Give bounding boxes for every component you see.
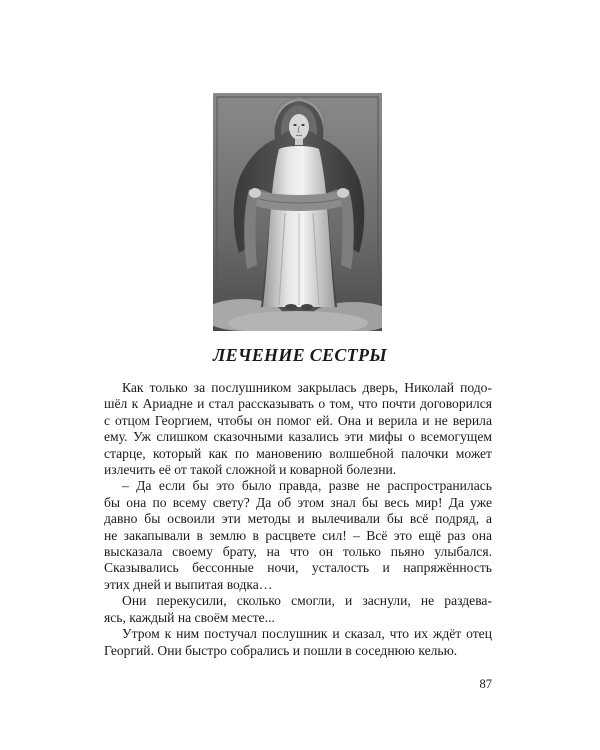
text-line: бы она по всему свету? Да об этом знал бы весь мир! Да уже (104, 494, 492, 510)
text-line: не закапывали в землю в расцвете сил! – Всё это ещё раз она (104, 527, 492, 543)
text-line: излечить её от такой сложной и коварной болезни. (104, 462, 397, 478)
body-text (104, 380, 492, 659)
icon-illustration (213, 93, 382, 331)
text-line: Они перекусили, сколько смогли, и заснули, не раздева- (122, 593, 492, 609)
chapter-title: ЛЕЧЕНИЕ СЕСТРЫ (213, 345, 387, 365)
icon-illustration-drawing (213, 93, 382, 331)
text-line: ему. Уж слишком сказочными казались эти мифы о всемогущем (104, 429, 492, 445)
page-number: 87 (479, 677, 492, 691)
text-line: шёл к Ариадне и стал рассказывать о том, что почти договорился (104, 396, 492, 412)
text-line: – Да если бы это было правда, разве не распространилась (122, 478, 492, 494)
text-line: ясь, каждый на своём месте... (104, 609, 275, 625)
text-line: Сказывались бессонные ночи, усталость и напряжённость (104, 560, 492, 576)
text-line: Как только за послушником закрылась дверь, Николай подо- (122, 380, 492, 395)
text-line: с отцом Георгием, чтобы он помог ей. Она и верила и не верила (104, 412, 492, 428)
text-line: этих дней и выпитая водка… (104, 576, 273, 592)
text-line: Георгий. Они быстро собрались и пошли в соседнюю келью. (104, 642, 458, 658)
text-line: Утром к ним постучал послушник и сказал, что их ждёт отец (122, 626, 492, 642)
text-line: высказала своему брату, на что он только пьяно улыбался. (104, 544, 492, 560)
text-line: давно бы освоили эти методы и вылечивали бы всё подряд, а (104, 511, 492, 527)
text-line: старце, который как по мановению волшебной палочки может (104, 445, 492, 461)
